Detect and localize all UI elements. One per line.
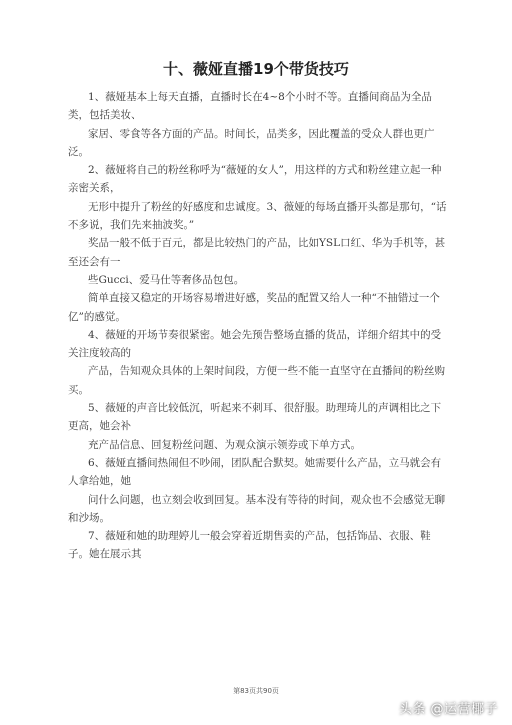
paragraph-1-part-2: 家居、零食等各方面的产品。时间长，品类多，因此覆盖的受众人群也更广泛。 <box>68 127 435 158</box>
paragraph-6-part-2: 问什么问题，也立刻会收到回复。基本没有等待的时间，观众也不会感觉无聊和沙场。 <box>68 493 445 524</box>
paragraph-3-part-3: 简单直接又稳定的开场容易增进好感，奖品的配置又给人一种“不抽错过一个亿”的感觉。 <box>68 292 440 323</box>
paragraph-2-part-1: 2、薇娅将自己的粉丝称呼为“薇娅的女人”，用这样的方式和粉丝建立起一种亲密关系， <box>68 164 442 195</box>
paragraph-5-part-2: 充产品信息、回复粉丝问题、为观众演示领券或下单方式。 <box>88 438 361 451</box>
paragraph-4-part-1: 4、薇娅的开场节奏很紧密。她会先预告整场直播的货品，详细介绍其中的受关注度较高的 <box>68 328 442 360</box>
document-body <box>68 88 448 564</box>
paragraph-5-part-1: 5、薇娅的声音比较低沉，听起来不刺耳、很舒服。助理琦儿的声调相比之下更高，她会补 <box>68 402 442 433</box>
paragraph-1-part-1: 1、薇娅基本上每天直播，直播时长在4~8个小时不等。直播间商品为全品类，包括美妆、 <box>68 91 432 122</box>
page-number-footer: 第83页共90页 <box>233 687 279 695</box>
paragraph-2-part-2: 无形中提升了粉丝的好感度和忠诚度。3、薇娅的每场直播开头都是那句，“话不多说，我们先来抽波奖。” <box>68 200 447 232</box>
paragraph-4-part-2: 产品，告知观众具体的上架时间段，方便一些不能一直坚守在直播间的粉丝购买。 <box>68 365 445 396</box>
paragraph-3-part-1: 奖品一般不低于百元，都是比较热门的产品，比如YSL口红、华为手机等，甚至还会有一 <box>68 237 446 268</box>
paragraph-3-part-2: 些Gucci、爱马仕等奢侈品包包。 <box>88 273 245 286</box>
watermark-text: 头条 @运营椰子 <box>398 702 498 717</box>
document-title: 十、薇娅直播19个带货技巧 <box>163 60 349 78</box>
paragraph-6-part-1: 6、薇娅直播间热闹但不吵闹，团队配合默契。她需要什么产品，立马就会有人拿给她，她 <box>68 456 442 488</box>
paragraph-7-part-1: 7、薇娅和她的助理婷儿一般会穿着近期售卖的产品，包括饰品、衣服、鞋子。她在展示其 <box>68 530 431 561</box>
